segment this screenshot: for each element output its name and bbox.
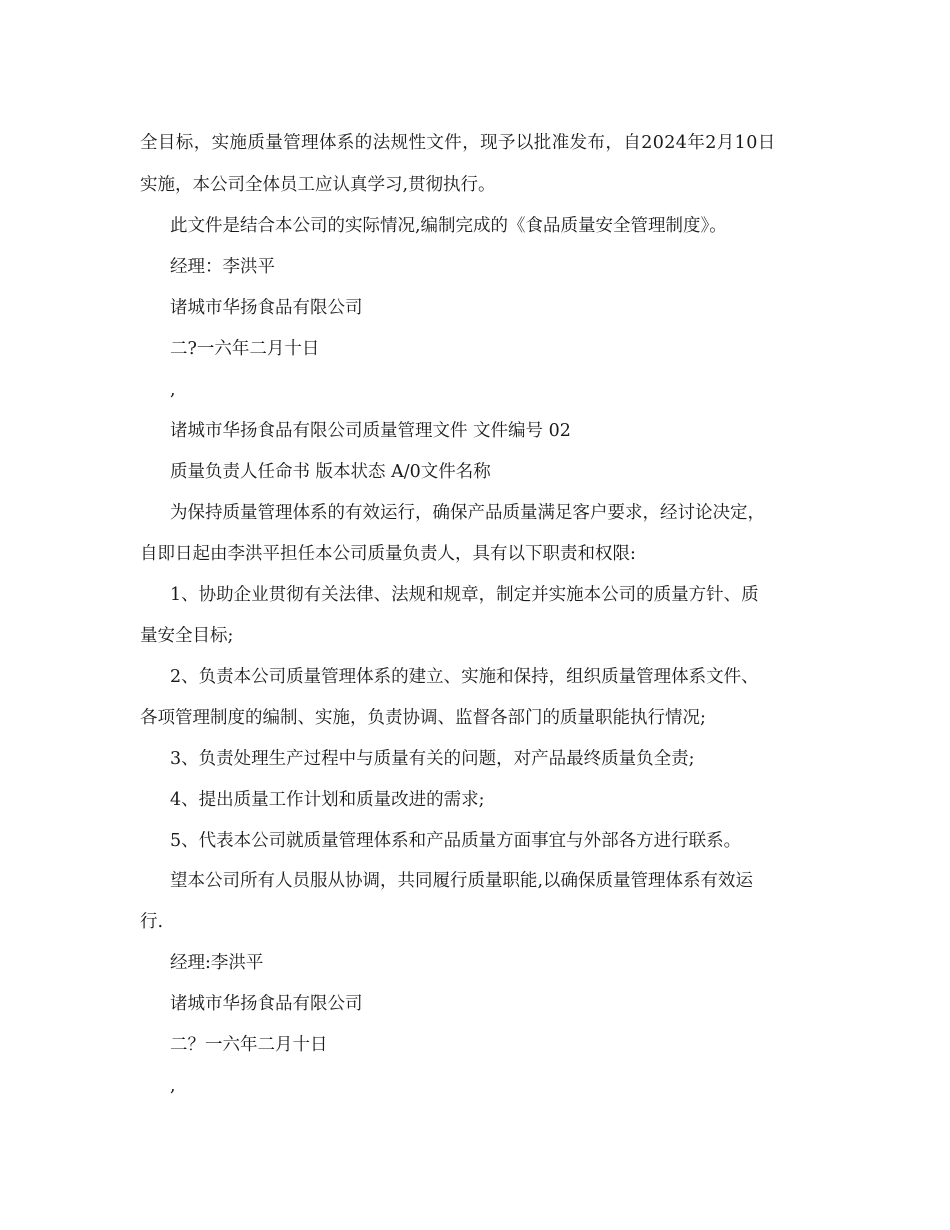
signature-2-mark: , xyxy=(170,1076,176,1096)
duty-1-line-2: 量安全目标; xyxy=(140,626,234,646)
duty-5: 5、代表本公司就质量管理体系和产品质量方面事宜与外部各方进行联系。 xyxy=(170,831,742,851)
file-header-line-2: 质量负责人任命书 版本状态 A/0文件名称 xyxy=(170,462,491,482)
duty-1-line-1: 1、协助企业贯彻有关法律、法规和规章，制定并实施本公司的质量方针、质 xyxy=(170,585,759,605)
signature-date: 二?一六年二月十日 xyxy=(170,339,320,359)
signature-manager: 经理：李洪平 xyxy=(170,257,275,277)
signature-2-date: 二？一六年二月十日 xyxy=(170,1035,328,1055)
closing-line-2: 行. xyxy=(140,912,164,932)
signature-mark: , xyxy=(170,380,176,400)
intro-line-1: 全目标，实施质量管理体系的法规性文件，现予以批准发布，自2024年2月10日 xyxy=(140,133,776,153)
duty-2-line-2: 各项管理制度的编制、实施，负责协调、监督各部门的质量职能执行情况; xyxy=(140,708,706,728)
duty-3: 3、负责处理生产过程中与质量有关的问题，对产品最终质量负全责; xyxy=(170,749,695,769)
signature-company: 诸城市华扬食品有限公司 xyxy=(170,298,363,318)
signature-2-company: 诸城市华扬食品有限公司 xyxy=(170,994,363,1014)
duty-2-line-1: 2、负责本公司质量管理体系的建立、实施和保持，组织质量管理体系文件、 xyxy=(170,667,759,687)
body-intro-line-1: 为保持质量管理体系的有效运行，确保产品质量满足客户要求，经讨论决定， xyxy=(170,503,765,523)
signature-2-manager: 经理:李洪平 xyxy=(170,953,264,973)
duty-4: 4、提出质量工作计划和质量改进的需求; xyxy=(170,790,485,810)
intro-line-2: 实施，本公司全体员工应认真学习,贯彻执行。 xyxy=(140,175,496,195)
closing-line-1: 望本公司所有人员服从协调，共同履行质量职能,以确保质量管理体系有效运 xyxy=(170,871,754,891)
body-intro-line-2: 自即日起由李洪平担任本公司质量负责人，具有以下职责和权限: xyxy=(140,544,636,564)
intro-note: 此文件是结合本公司的实际情况,编制完成的《食品质量安全管理制度》。 xyxy=(170,216,727,236)
file-header-line-1: 诸城市华扬食品有限公司质量管理文件 文件编号 02 xyxy=(170,421,571,441)
